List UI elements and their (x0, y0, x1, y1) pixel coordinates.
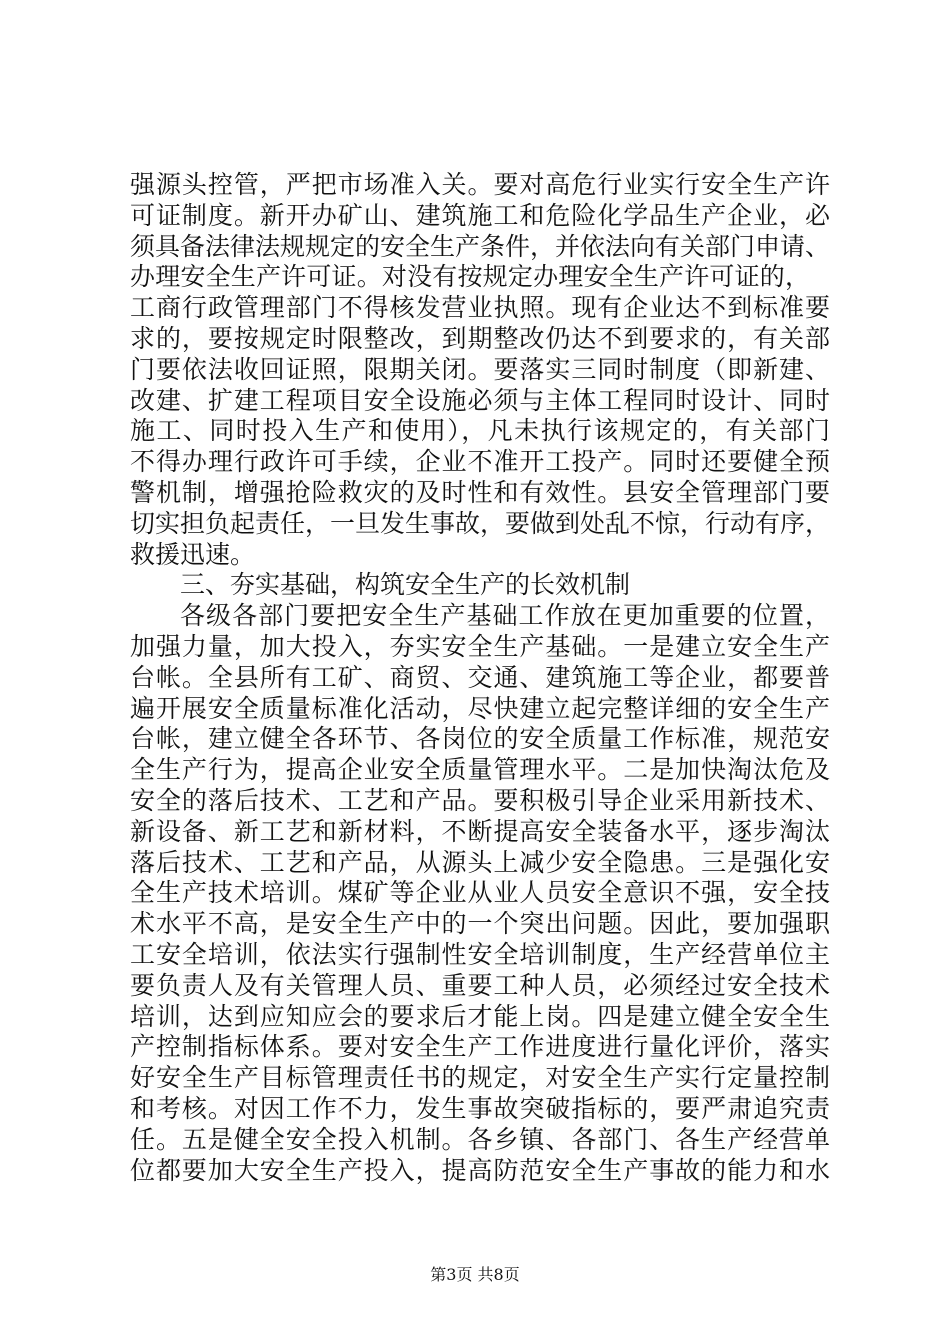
text-line: 须具备法律法规规定的安全生产条件，并依法向有关部门申请、 (130, 231, 831, 261)
text-line: 加强力量，加大投入，夯实安全生产基础。一是建立安全生产 (130, 631, 830, 661)
text-line: 台帐，建立健全各环节、各岗位的安全质量工作标准，规范安 (130, 724, 830, 754)
document-body (130, 170, 830, 1186)
text-line: 强源头控管，严把市场准入关。要对高危行业实行安全生产许 (130, 170, 830, 199)
text-line: 全生产技术培训。煤矿等企业从业人员安全意识不强，安全技 (130, 878, 830, 908)
text-line: 台帐。全县所有工矿、商贸、交通、建筑施工等企业，都要普 (130, 662, 830, 692)
text-line: 不得办理行政许可手续，企业不准开工投产。同时还要健全预 (130, 447, 830, 477)
text-line: 切实担负起责任，一旦发生事故，要做到处乱不惊，行动有序， (130, 508, 831, 538)
paragraph-1 (130, 170, 830, 570)
text-line: 任。五是健全安全投入机制。各乡镇、各部门、各生产经营单 (130, 1124, 830, 1154)
text-line: 警机制，增强抢险救灾的及时性和有效性。县安全管理部门要 (130, 477, 830, 507)
page-number-footer: 第3页 共8页 (430, 1265, 520, 1284)
text-line: 要负责人及有关管理人员、重要工种人员，必须经过安全技术 (130, 970, 830, 1000)
text-line: 产控制指标体系。要对安全生产工作进度进行量化评价，落实 (130, 1032, 830, 1062)
text-line: 落后技术、工艺和产品，从源头上减少安全隐患。三是强化安 (130, 847, 830, 877)
text-line: 培训，达到应知应会的要求后才能上岗。四是建立健全安全生 (130, 1001, 830, 1031)
text-line: 各级各部门要把安全生产基础工作放在更加重要的位置， (180, 601, 830, 631)
text-line: 办理安全生产许可证。对没有按规定办理安全生产许可证的， (130, 262, 810, 292)
text-line: 好安全生产目标管理责任书的规定，对安全生产实行定量控制 (130, 1063, 830, 1093)
text-line: 求的，要按规定时限整改，到期整改仍达不到要求的，有关部 (130, 323, 830, 353)
text-line: 位都要加大安全生产投入，提高防范安全生产事故的能力和水 (130, 1155, 830, 1185)
text-line: 救援迅速。 (130, 539, 256, 569)
text-line: 全生产行为，提高企业安全质量管理水平。二是加快淘汰危及 (130, 755, 830, 785)
text-line: 和考核。对因工作不力，发生事故突破指标的，要严肃追究责 (130, 1093, 830, 1123)
text-line: 术水平不高，是安全生产中的一个突出问题。因此，要加强职 (130, 909, 830, 939)
text-line: 工商行政管理部门不得核发营业执照。现有企业达不到标准要 (130, 293, 830, 323)
section-heading: 三、夯实基础，构筑安全生产的长效机制 (180, 570, 631, 600)
text-line: 施工、同时投入生产和使用），凡未执行该规定的，有关部门 (130, 416, 830, 446)
text-line: 新设备、新工艺和新材料，不断提高安全装备水平，逐步淘汰 (130, 816, 830, 846)
text-line: 安全的落后技术、工艺和产品。要积极引导企业采用新技术、 (130, 785, 830, 815)
text-line: 门要依法收回证照，限期关闭。要落实三同时制度（即新建、 (130, 354, 830, 384)
text-line: 工安全培训，依法实行强制性安全培训制度，生产经营单位主 (130, 939, 830, 969)
text-line: 改建、扩建工程项目安全设施必须与主体工程同时设计、同时 (130, 385, 830, 415)
paragraph-2 (130, 601, 830, 1186)
text-line: 可证制度。新开办矿山、建筑施工和危险化学品生产企业，必 (130, 200, 830, 230)
text-line: 遍开展安全质量标准化活动，尽快建立起完整详细的安全生产 (130, 693, 830, 723)
